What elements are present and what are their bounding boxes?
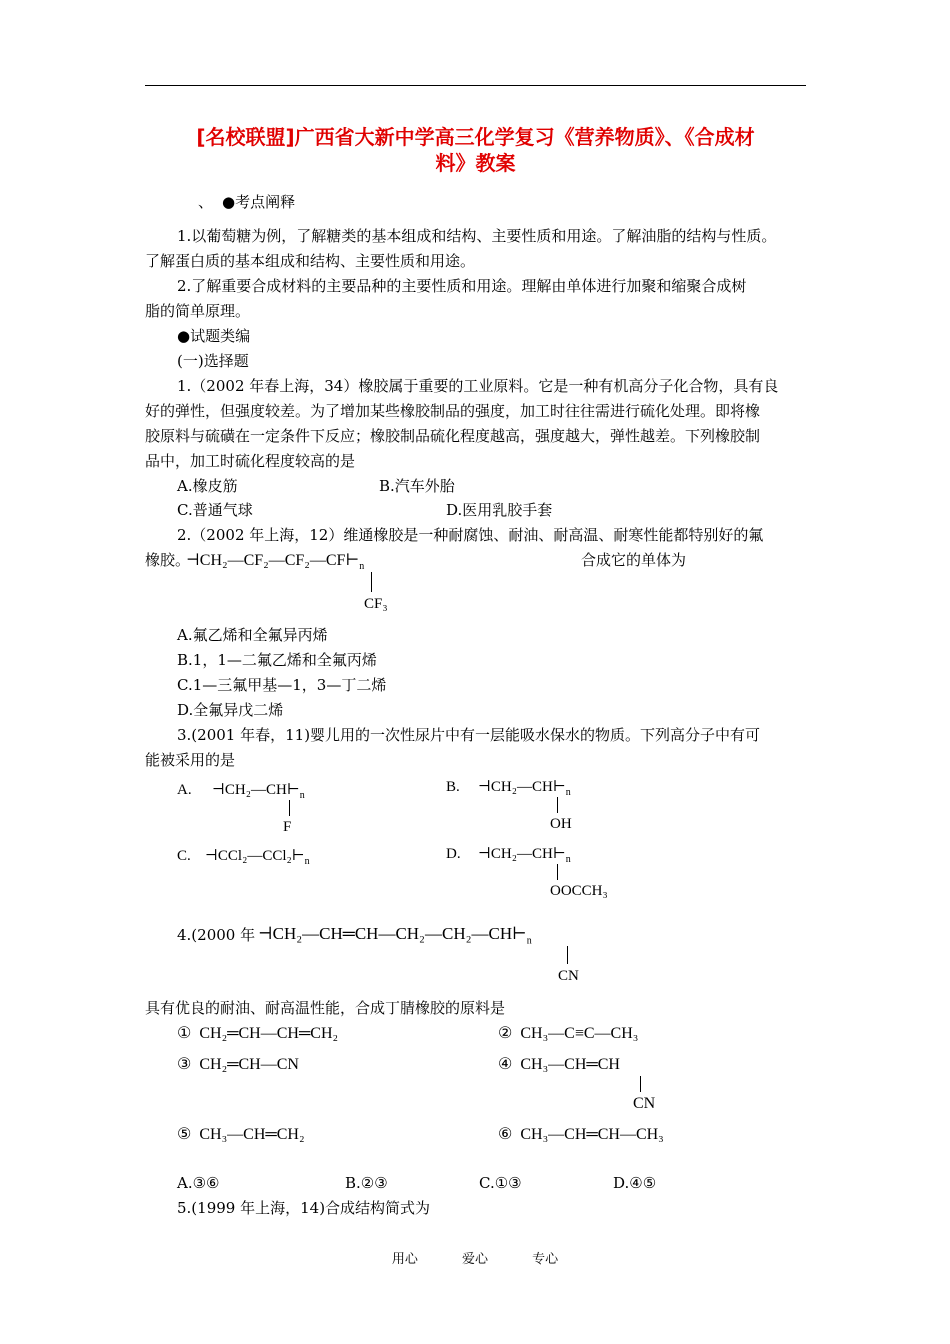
q2-subscript-n: n bbox=[359, 561, 365, 573]
title-line-2: 料》教案 bbox=[435, 151, 516, 175]
q3-option-c-main: CCl₂—CCl₂ bbox=[217, 848, 292, 864]
q3-option-d-formula: $⊣CH_2—CH⊢_n$ bbox=[478, 846, 571, 865]
q3-line-1: 3.(2001 年春，11)婴儿用的一次性尿片中有一层能吸水保水的物质。下列高分子中有可 bbox=[177, 726, 761, 744]
q4-item-6-num: ⑥ bbox=[498, 1126, 513, 1143]
q4-item-3 bbox=[177, 1055, 299, 1075]
q4-item-4-num: ④ bbox=[498, 1056, 513, 1073]
q4-item-5 bbox=[177, 1125, 305, 1145]
q4-option-b: B.②③ bbox=[345, 1174, 388, 1192]
q4-option-c: C.①③ bbox=[479, 1174, 522, 1192]
q3-option-a-main: CH₂—CH bbox=[224, 782, 287, 798]
q5-line-1: 5.(1999 年上海，14)合成结构简式为 bbox=[177, 1199, 431, 1217]
q4-prefix: 4.(2000 年 bbox=[177, 926, 256, 944]
q2-formula-main: CH₂—CF₂—CF₂—CF bbox=[199, 552, 346, 569]
q4-branch-group: CN bbox=[558, 968, 579, 984]
q3-line-2: 能被采用的是 bbox=[145, 751, 236, 769]
q2-option-d: D.全氟异戊二烯 bbox=[177, 701, 284, 719]
subscript-n: n bbox=[565, 787, 571, 798]
q4-item-2-formula: CH₃—C≡C—CH₃ bbox=[520, 1025, 639, 1042]
q4-item-4 bbox=[498, 1055, 620, 1075]
q3-option-b-branch: OH bbox=[550, 816, 572, 832]
q3-option-a-label: A. bbox=[177, 782, 192, 798]
q4-line-2: 具有优良的耐油、耐高温性能，合成丁腈橡胶的原料是 bbox=[145, 999, 506, 1017]
q1-option-c: C.普通气球 bbox=[177, 501, 253, 519]
q3-option-a-formula: $⊣CH_2—CH⊢_n$ bbox=[212, 782, 305, 801]
q2-option-a: A.氟乙烯和全氟异丙烯 bbox=[177, 626, 328, 644]
bracket-open: ⊣ bbox=[186, 552, 200, 569]
q3-option-d-branch: OOCCH₃ bbox=[550, 883, 608, 899]
point-2-line-2: 脂的简单原理。 bbox=[145, 302, 251, 320]
q4-item-6 bbox=[498, 1125, 664, 1145]
q2-prefix: 橡胶。 bbox=[145, 551, 191, 569]
q3-option-a-branch: F bbox=[283, 819, 292, 835]
q4-item-5-num: ⑤ bbox=[177, 1126, 192, 1143]
q2-line-1: 2.（2002 年上海，12）维通橡胶是一种耐腐蚀、耐油、耐高温、耐寒性能都特别好的氟 bbox=[177, 526, 764, 544]
q3-option-a-bond bbox=[289, 800, 290, 816]
q3-option-b-main: CH₂—CH bbox=[490, 779, 553, 795]
q4-polymer-formula: $⊣CH_2—CH═CH—CH_2—CH_2—CH⊢_n$ bbox=[258, 924, 532, 947]
q3-option-b-label: B. bbox=[446, 779, 460, 795]
footer-item-3: 专心 bbox=[532, 1252, 559, 1267]
page-footer bbox=[0, 1248, 950, 1267]
footer-item-1: 用心 bbox=[391, 1252, 418, 1267]
subscript-n: n bbox=[565, 854, 571, 865]
section-mark: 、 bbox=[198, 193, 214, 211]
q2-branch-bond bbox=[371, 572, 372, 592]
point-1-line-1: 1.以葡萄糖为例，了解糖类的基本组成和结构、主要性质和用途。了解油脂的结构与性质。 bbox=[177, 227, 777, 245]
q1-line-4: 品中，加工时硫化程度较高的是 bbox=[145, 452, 356, 470]
q4-option-d: D.④⑤ bbox=[613, 1174, 657, 1192]
q2-option-b: B.1，1—二氟乙烯和全氟丙烯 bbox=[177, 651, 377, 669]
subsection-choice: (一)选择题 bbox=[177, 352, 249, 370]
point-2-line-1: 2.了解重要合成材料的主要品种的主要性质和用途。理解由单体进行加聚和缩聚合成树 bbox=[177, 277, 747, 295]
title-line-1: [名校联盟]广西省大新中学高三化学复习《营养物质》、《合成材 bbox=[196, 125, 755, 149]
q3-option-c-label: C. bbox=[177, 848, 191, 864]
q3-option-b-bond bbox=[557, 797, 558, 813]
q3-option-d-main: CH₂—CH bbox=[490, 846, 553, 862]
q4-option-a: A.③⑥ bbox=[177, 1174, 220, 1192]
q4-subscript-n: n bbox=[526, 935, 532, 947]
header-rule bbox=[145, 85, 806, 86]
q2-option-c: C.1—三氟甲基—1，3—丁二烯 bbox=[177, 676, 387, 694]
q4-item-5-formula: CH₃—CH═CH₂ bbox=[199, 1126, 305, 1143]
q4-item-1 bbox=[177, 1024, 338, 1044]
q4-branch-bond bbox=[567, 946, 568, 964]
q4-item-4-branch: CN bbox=[633, 1095, 656, 1112]
q4-item-4-formula: CH₃—CH═CH bbox=[520, 1056, 620, 1073]
subscript-n: n bbox=[304, 856, 310, 867]
q3-option-d-label: D. bbox=[446, 846, 461, 862]
q3-option-c-formula: $⊣CCl_2—CCl_2⊢_n$ bbox=[205, 848, 310, 867]
q4-item-1-num: ① bbox=[177, 1025, 192, 1042]
bracket-close: ⊢ bbox=[345, 552, 360, 569]
point-1-line-2: 了解蛋白质的基本组成和结构、主要性质和用途。 bbox=[145, 252, 476, 270]
q2-polymer-formula bbox=[186, 551, 364, 577]
q4-item-2-num: ② bbox=[498, 1025, 513, 1042]
q4-item-3-formula: CH₂═CH—CN bbox=[199, 1056, 299, 1073]
page-title bbox=[145, 124, 806, 176]
q3-option-d-bond bbox=[557, 864, 558, 880]
q4-item-2 bbox=[498, 1024, 638, 1044]
q2-branch-group: CF₃ bbox=[364, 596, 388, 612]
q4-item-3-num: ③ bbox=[177, 1056, 192, 1073]
q1-option-d: D.医用乳胶手套 bbox=[446, 501, 553, 519]
section-heading-shiti: ●试题类编 bbox=[177, 327, 251, 345]
q1-line-1: 1.（2002 年春上海，34）橡胶属于重要的工业原料。它是一种有机高分子化合物，具有良 bbox=[177, 377, 779, 395]
q1-option-b: B.汽车外胎 bbox=[379, 477, 455, 495]
q1-line-3: 胶原料与硫磺在一定条件下反应；橡胶制品硫化程度越高，强度越大，弹性越差。下列橡胶制 bbox=[145, 427, 761, 445]
section-heading-kaodian: ●考点阐释 bbox=[222, 193, 296, 211]
subscript-n: n bbox=[299, 790, 305, 801]
q2-suffix: 合成它的单体为 bbox=[581, 551, 687, 569]
q3-option-b-formula: $⊣CH_2—CH⊢_n$ bbox=[478, 779, 571, 798]
q4-item-4-bond bbox=[640, 1076, 641, 1092]
q1-option-a: A.橡皮筋 bbox=[177, 477, 238, 495]
footer-item-2: 爱心 bbox=[461, 1252, 488, 1267]
q4-item-6-formula: CH₃—CH═CH—CH₃ bbox=[520, 1126, 664, 1143]
q4-item-1-formula: CH₂═CH—CH═CH₂ bbox=[199, 1025, 339, 1042]
q4-formula-main: CH₂—CH═CH—CH₂—CH₂—CH bbox=[272, 924, 513, 943]
q1-line-2: 好的弹性，但强度较差。为了增加某些橡胶制品的强度，加工时往往需进行硫化处理。即将橡 bbox=[145, 402, 761, 420]
